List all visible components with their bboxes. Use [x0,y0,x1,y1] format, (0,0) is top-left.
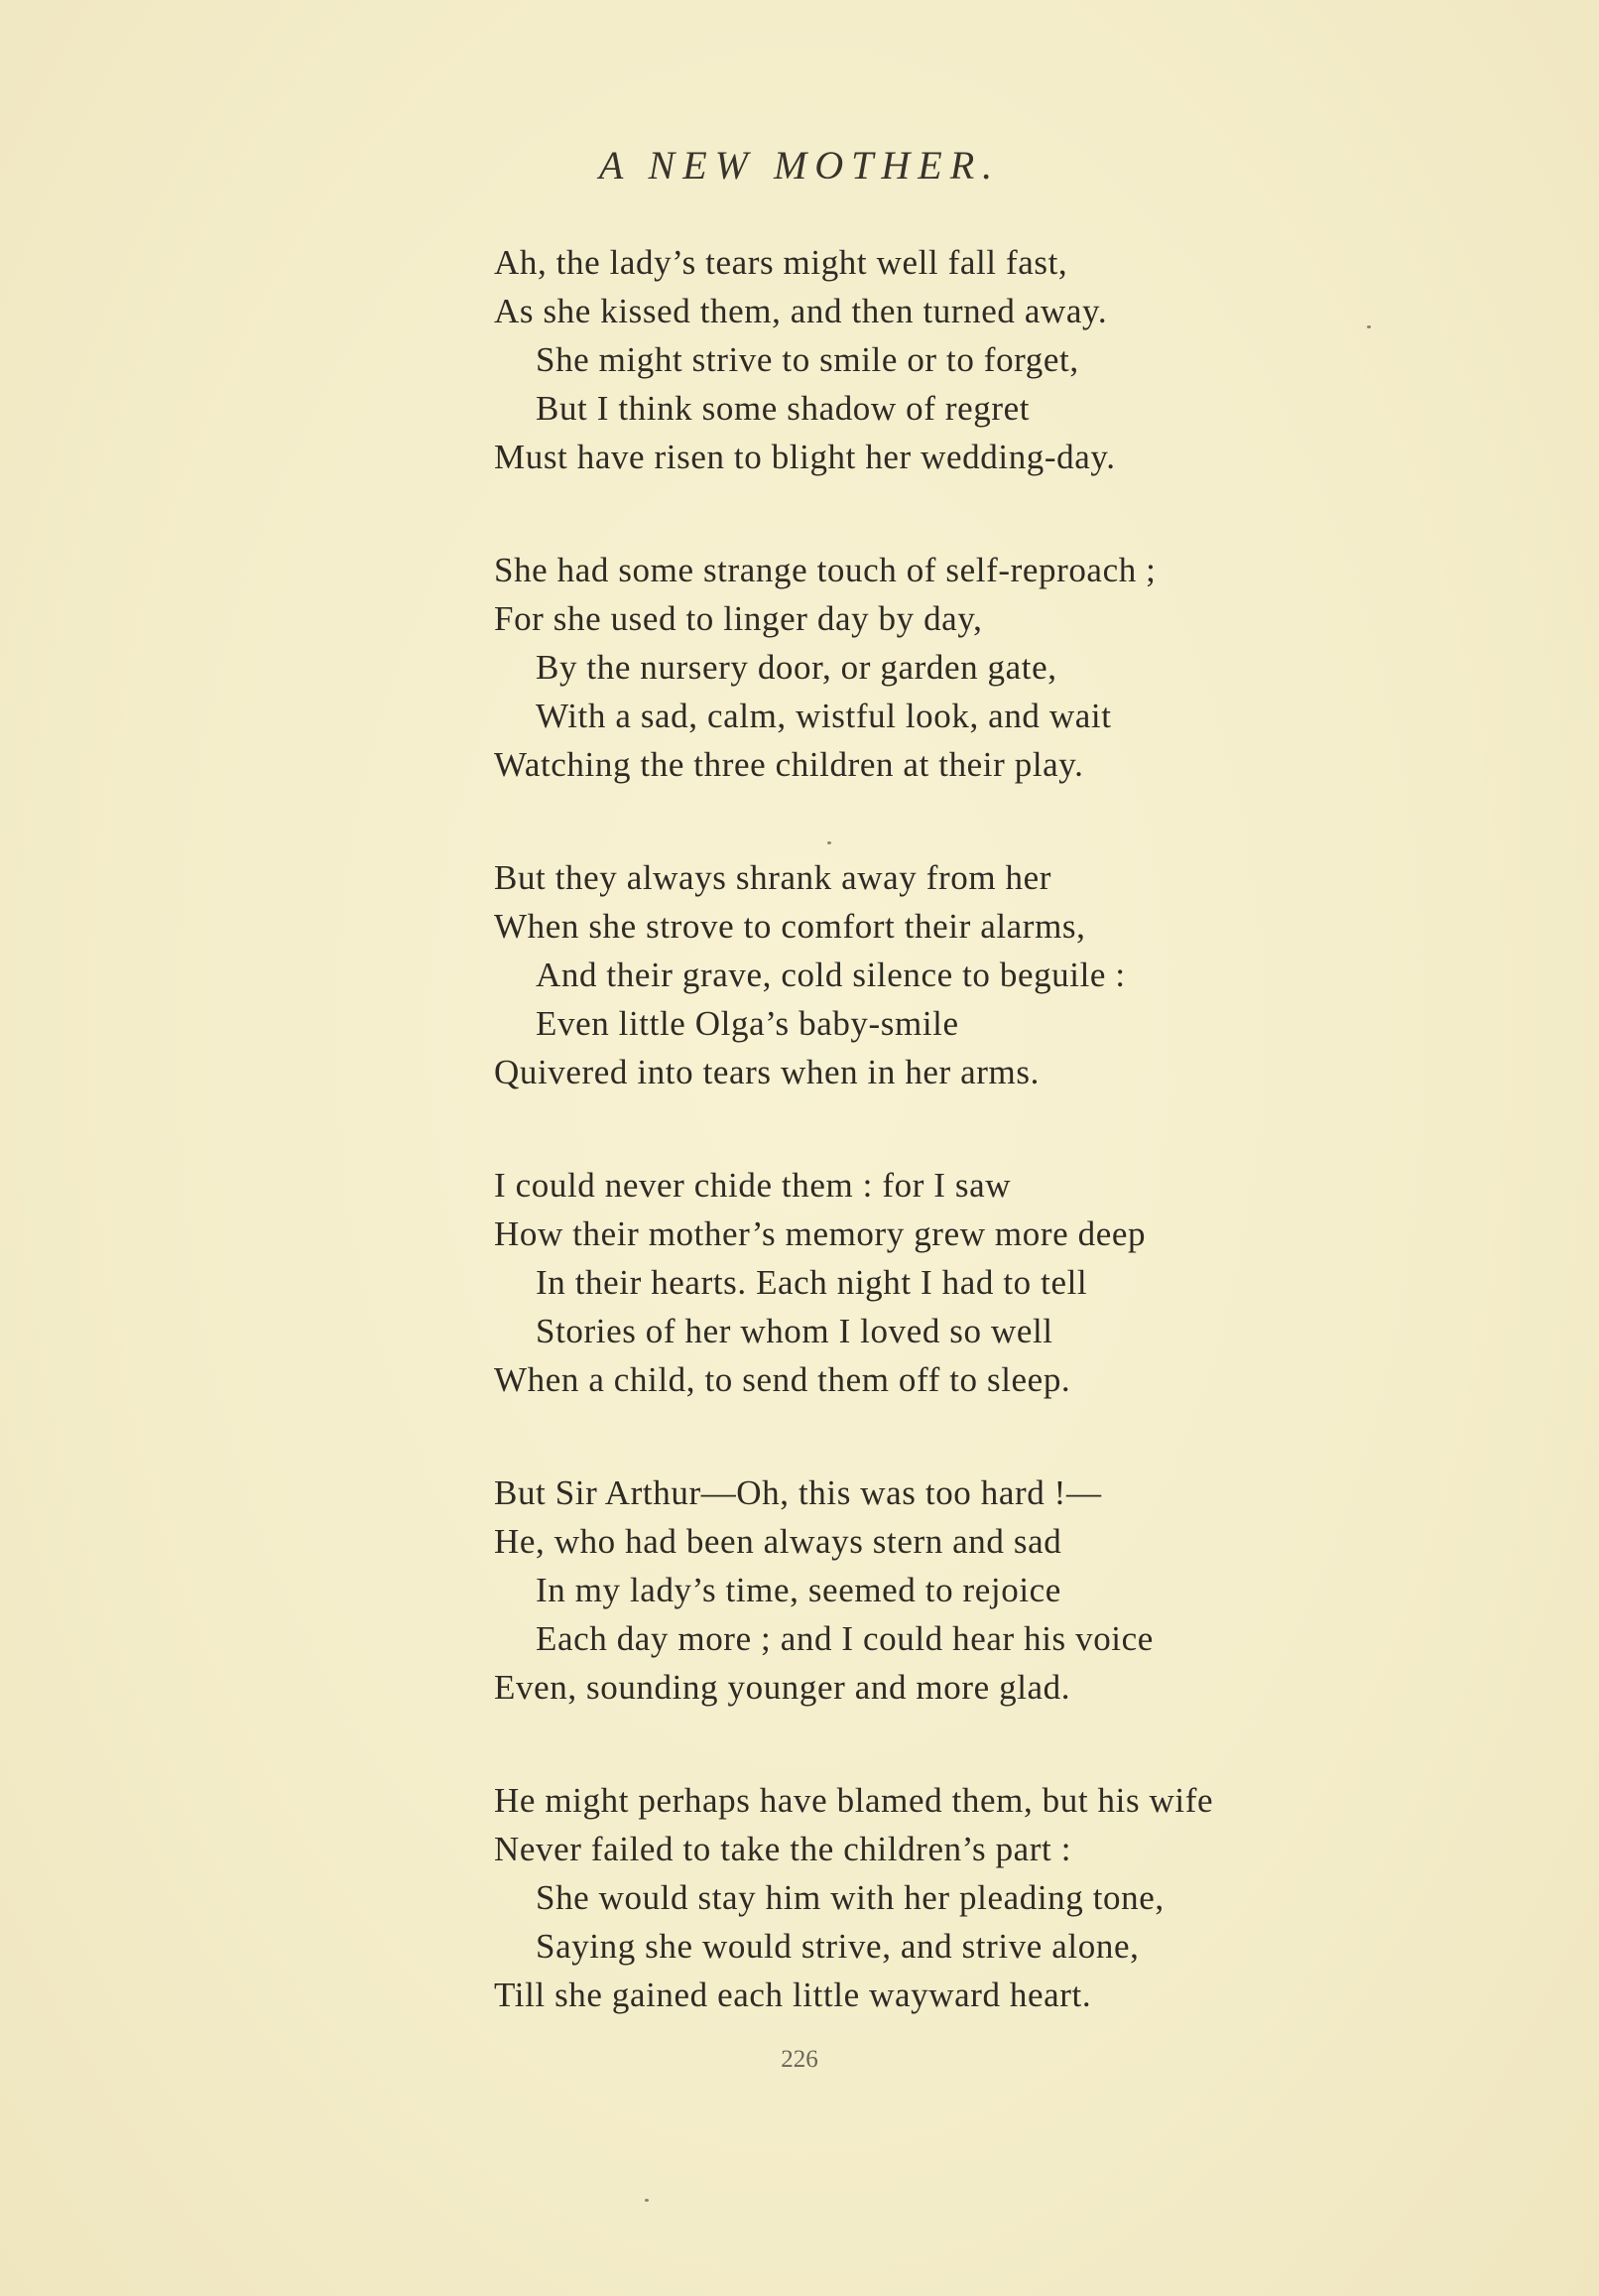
poem-line: Stories of her whom I loved so well [536,1312,1053,1350]
poem-line: In their hearts. Each night I had to tell [536,1263,1088,1302]
poem-line: How their mother’s memory grew more deep [494,1214,1147,1253]
paper-speck [827,841,831,844]
stanza [494,853,1486,1096]
poem-line: Watching the three children at their play. [494,745,1084,784]
stanza [494,1161,1486,1404]
poem-line: When a child, to send them off to sleep. [494,1360,1071,1399]
poem-line: As she kissed them, and then turned away. [494,292,1108,330]
poem-line: With a sad, calm, wistful look, and wait [536,697,1112,735]
paper-speck [645,2199,649,2202]
poem-line: And their grave, cold silence to beguile : [536,956,1126,994]
poem-line: She would stay him with her pleading tone, [536,1878,1165,1917]
poem-line: Ah, the lady’s tears might well fall fast, [494,243,1068,282]
poem-line: In my lady’s time, seemed to rejoice [536,1571,1061,1609]
poem-line: Saying she would strive, and strive alone, [536,1927,1140,1966]
paper-speck [1367,325,1371,328]
stanza [494,238,1486,481]
poem-line: Must have risen to blight her wedding-day. [494,438,1116,476]
running-title: A NEW MOTHER. [598,143,1001,188]
poem-line: But they always shrank away from her [494,858,1051,897]
poem-line: Each day more ; and I could hear his voice [536,1619,1154,1658]
page-number: 226 [781,2046,818,2073]
poem-line: By the nursery door, or garden gate, [536,648,1057,687]
poem-line: She might strive to smile or to forget, [536,340,1079,379]
poem-line: For she used to linger day by day, [494,599,983,638]
poem-line: He might perhaps have blamed them, but his wife [494,1781,1214,1820]
poem-line: But I think some shadow of regret [536,389,1031,428]
poem-line: Quivered into tears when in her arms. [494,1053,1040,1091]
stanza [494,1468,1486,1712]
stanza [494,1776,1486,2019]
stanza [494,546,1486,789]
poem-line: Even, sounding younger and more glad. [494,1668,1071,1707]
poem-line: Till she gained each little wayward heart. [494,1976,1092,2014]
poem-line: He, who had been always stern and sad [494,1522,1062,1561]
poem-line: Even little Olga’s baby-smile [536,1004,959,1043]
poem [494,238,1486,2019]
poem-line: But Sir Arthur—Oh, this was too hard !— [494,1473,1102,1512]
poem-line: She had some strange touch of self-reproach ; [494,551,1157,589]
poem-line: When she strove to comfort their alarms, [494,907,1086,946]
poem-line: I could never chide them : for I saw [494,1166,1012,1205]
poem-line: Never failed to take the children’s part : [494,1830,1072,1868]
